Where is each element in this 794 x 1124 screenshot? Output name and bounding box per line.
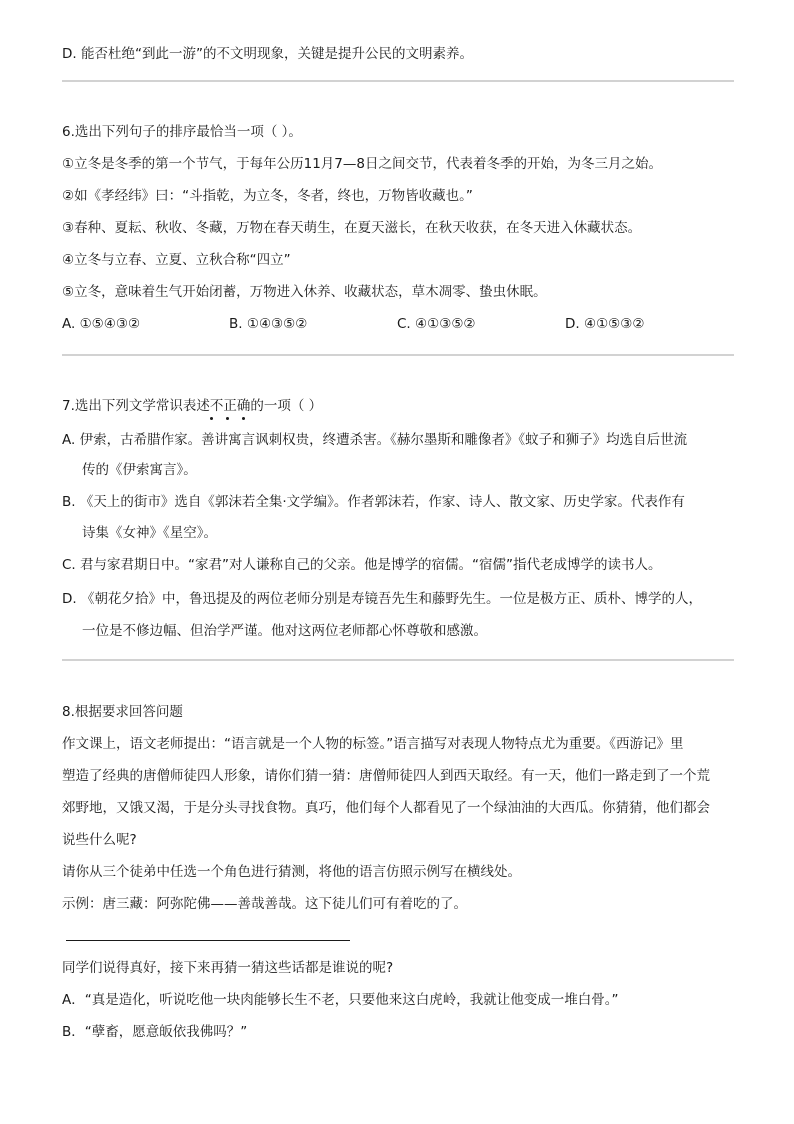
q7-option-d-line1: D. 《朝花夕拾》中，鲁迅提及的两位老师分别是寿镜吾先生和藤野先生。一位是极方正、质朴、博学的人， xyxy=(62,591,702,607)
q6-sentence-5: ⑤立冬，意味着生气开始闭蓄，万物进入休养、收藏状态，草木凋零、蛰虫休眠。 xyxy=(62,284,547,300)
q5-option-d: D. 能否杜绝“到此一游”的不文明现象，关键是提升公民的文明素养。 xyxy=(62,46,473,62)
q6-sentence-4: ④立冬与立春、立夏、立秋合称“四立” xyxy=(62,252,291,268)
q7-option-c: C. 君与家君期日中。“家君”对人谦称自己的父亲。他是博学的宿儒。“宿儒”指代老成博学的读书人。 xyxy=(62,557,662,573)
divider xyxy=(62,354,734,356)
q6-sentence-1: ①立冬是冬季的第一个节气，于每年公历11月7—8日之间交节，代表着冬季的开始，为冬三月之始。 xyxy=(62,156,662,172)
q8-instruction: 请你从三个徒弟中任选一个角色进行猜测，将他的语言仿照示例写在横线处。 xyxy=(62,864,521,880)
q8-followup: 同学们说得真好，接下来再猜一猜这些话都是谁说的呢? xyxy=(62,960,394,976)
q7-option-b-line1: B. 《天上的街市》选自《郭沫若全集·文学编》。作者郭沫若，作家、诗人、散文家、历史学家。代表作有 xyxy=(62,494,685,510)
q6-option-c: C. ④①③⑤② xyxy=(397,316,476,332)
q8-paragraph-line: 说些什么呢? xyxy=(62,832,137,848)
q8-option-b: B．“孽畜，愿意皈依我佛吗？” xyxy=(62,1024,248,1040)
q7-option-a-line2: 传的《伊索寓言》。 xyxy=(82,462,197,478)
divider xyxy=(62,659,734,661)
q8-stem: 8.根据要求回答问题 xyxy=(62,704,183,720)
q8-example: 示例：唐三藏：阿弥陀佛——善哉善哉。这下徒儿们可有着吃的了。 xyxy=(62,896,467,912)
q6-stem: 6.选出下列句子的排序最恰当一项（ ）。 xyxy=(62,124,302,140)
q6-sentence-2: ②如《孝经纬》曰：“斗指乾，为立冬，冬者，终也，万物皆收藏也。” xyxy=(62,188,473,204)
q8-paragraph-line: 郊野地，又饿又渴，于是分头寻找食物。真巧，他们每个人都看见了一个绿油油的大西瓜。你猜猜，他们都会 xyxy=(62,800,710,816)
q7-stem: 7.选出下列文学常识表述不正确的一项（ ） xyxy=(62,398,323,414)
q8-option-a: A．“真是造化，听说吃他一块肉能够长生不老，只要他来这白虎岭，我就让他变成一堆白骨。” xyxy=(62,992,619,1008)
q6-option-b: B. ①④③⑤② xyxy=(229,316,308,332)
q8-paragraph-line: 作文课上，语文老师提出：“语言就是一个人物的标签。”语言描写对表现人物特点尤为重要。《西游记》里 xyxy=(62,736,684,752)
q7-option-b-line2: 诗集《女神》《星空》。 xyxy=(82,525,217,541)
q8-paragraph-line: 塑造了经典的唐僧师徒四人形象，请你们猜一猜：唐僧师徒四人到西天取经。有一天，他们一路走到了一个荒 xyxy=(62,768,710,784)
q7-option-d-line2: 一位是不修边幅、但治学严谨。他对这两位老师都心怀尊敬和感激。 xyxy=(82,623,487,639)
emphasis-dots xyxy=(208,417,253,421)
q8-answer-text xyxy=(66,920,350,938)
q6-option-a: A. ①⑤④③② xyxy=(62,316,141,332)
answer-blank-line[interactable] xyxy=(66,940,350,941)
q6-option-d: D. ④①⑤③② xyxy=(565,316,645,332)
q7-option-a-line1: A. 伊索，古希腊作家。善讲寓言讽刺权贵，终遭杀害。《赫尔墨斯和雕像者》《蚊子和狮子》均选自后世流 xyxy=(62,432,688,448)
q6-sentence-3: ③春种、夏耘、秋收、冬藏，万物在春天萌生，在夏天滋长，在秋天收获，在冬天进入休藏状态。 xyxy=(62,220,642,236)
divider xyxy=(62,80,734,82)
